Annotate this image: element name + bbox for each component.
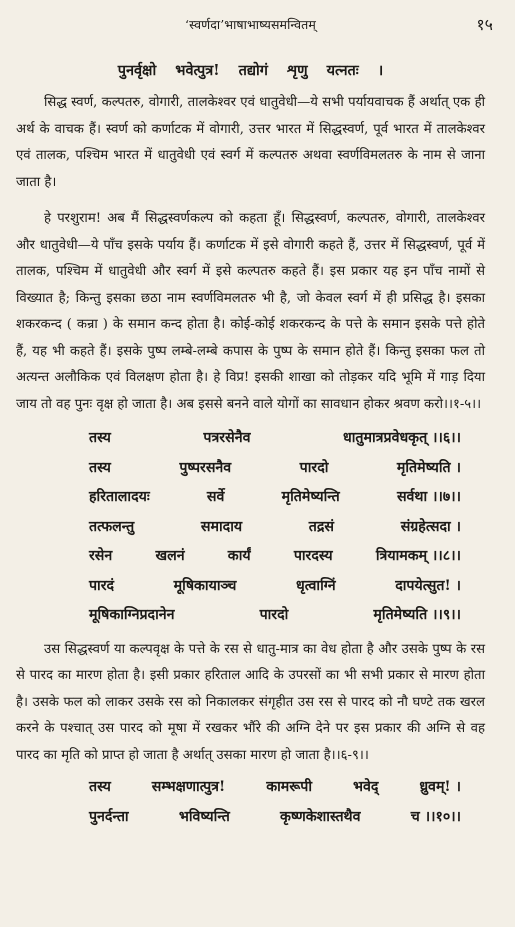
verse-word: हरितालादयः xyxy=(89,489,150,505)
verse-word: खलनं xyxy=(155,548,185,564)
verse-line xyxy=(89,601,461,631)
commentary-paragraph-1: सिद्ध स्वर्ण, कल्पतरु, वोगारी, तालकेश्वर एवं धातुवेधी—ये सभी पर्यायवाचक हैं अर्थात् एक ही अर्थ के वाचक हैं। स्वर्ण को कर्णाटक में वोगारी, उत्तर भारत में सिद्धस्वर्ण, पूर्व भारत में तालकेश्वर एवं तालक, पश्चिम भारत में धातुवेधी एवं स्वर्ग में कल्पतरु अथवा स्वर्णविमलतरु के नाम से जाना जाता है। xyxy=(16,95,485,190)
verse-line xyxy=(89,773,461,803)
verse-word: कामरूपी xyxy=(266,779,313,795)
verse-word: कार्यं xyxy=(227,548,251,564)
verse-word: संग्रहेत्सदा । xyxy=(400,518,461,535)
verse-word: पारदो xyxy=(299,459,329,476)
verse-word: मृतिमेष्यति । xyxy=(396,459,461,476)
verse-word: सर्वथा ।।७।। xyxy=(396,489,461,505)
verse-word: भविष्यन्ति xyxy=(178,808,230,825)
commentary-paragraph-2: हे परशुराम! अब मैं सिद्धस्वर्णकल्प को कहता हूँ। सिद्धस्वर्ण, कल्पतरु, वोगारी, तालकेश्वर और धातुवेधी—ये पाँच इसके पर्याय हैं। कर्णाटक में इसे वोगारी कहते हैं, उत्तर में सिद्धस्वर्ण, पूर्व में तालक, पश्चिम में धातुवेधी और स्वर्ग में इसे कल्पतरु कहते हैं। इस प्रकार यह इन पाँच नामों से विख्यात है; किन्तु इसका छठा नाम स्वर्णविमलतरु भी है, जो केवल स्वर्ग में ही प्रसिद्ध है। इसका शकरकन्द ( कन्रा ) के समान कन्द होता है। कोई-कोई शकरकन्द के पत्ते के समान इसके पत्ते होते हैं, यह भी कहते हैं। इसके पुष्प लम्बे-लम्बे कपास के पुष्प के समान होते हैं। किन्तु इसका फल तो अत्यन्त अलौकिक एवं विलक्षण होता है। हे विप्र! इसकी शाखा को तोड़कर यदि भूमि में गाड़ दिया जाय तो वह पुनः वृक्ष हो जाता है। अब इससे बनने वाले योगों का सावधान होकर श्रवण करो।।१-५।। xyxy=(16,211,485,412)
verse-word: सर्वे xyxy=(206,489,225,505)
verse-word: धृत्वाग्निं xyxy=(296,577,336,594)
verse-word: कृष्णकेशास्तथैव xyxy=(280,808,361,825)
verse-word: पुष्परसनैव xyxy=(179,459,232,476)
verse-word: पारदो xyxy=(259,607,289,623)
verse-line xyxy=(89,513,461,543)
verse-word: च ।।१०।। xyxy=(410,808,461,825)
verse-word: पारदस्य xyxy=(293,548,333,564)
verse-word: मृतिमेष्यति ।।९।। xyxy=(373,607,461,623)
verse-word: भवेद् xyxy=(352,779,379,795)
verse-word: मूषिकायाञ्च xyxy=(173,577,237,594)
verse-line xyxy=(89,483,461,513)
verse-word: पुनर्दन्ता xyxy=(89,808,129,825)
verse-line xyxy=(89,572,461,602)
verse-word: पारदं xyxy=(89,577,115,594)
running-title: ‘स्वर्णदा’भाषाभाष्यसमन्वितम् xyxy=(185,17,316,32)
page-header xyxy=(16,0,493,40)
commentary-paragraph-3: उस सिद्धस्वर्ण या कल्पवृक्ष के पत्ते के रस से धातु-मात्र का वेध होता है और उसके पुष्प के रस से पारद का मारण होता है। इसी प्रकार हरिताल आदि के उपरसों का भी सभी प्रकार से मारण होता है। उसके फल को लाकर उसके रस को निकालकर संगृहीत उस रस से पारद को नौ घण्टे तक खरल करने के पश्चात् उस पारद को मूषा में रखकर भौंरे की अग्नि देने पर इस प्रकार की अग्नि से वह पारद का मृति को प्राप्त हो जाता है अर्थात् उसका मारण हो जाता है।।६-९।। xyxy=(16,641,485,763)
verse-word: तत्फलन्तु xyxy=(89,518,135,535)
page-number: १५ xyxy=(476,15,493,34)
verse-line xyxy=(89,803,461,833)
verse-word: सम्भक्षणात्पुत्र! xyxy=(151,779,226,795)
verse-word: तस्य xyxy=(89,779,111,795)
verse-word: दापयेत्सुत! । xyxy=(395,577,461,594)
verse-word: ध्रुवम्! । xyxy=(419,779,461,795)
verse-word: समादाय xyxy=(200,518,243,535)
verse-word: मृतिमेष्यन्ति xyxy=(281,489,340,505)
verse-word: रसेन xyxy=(89,548,113,564)
verse-word: तस्य xyxy=(89,430,111,446)
verse-word: तस्य xyxy=(89,459,111,476)
verse-line xyxy=(89,424,461,454)
verse-block-6-9 xyxy=(89,424,461,631)
verse-word: तद्रसं xyxy=(308,518,334,535)
verse-word: मूषिकाग्निप्रदानेन xyxy=(89,607,175,623)
verse-word: धातुमात्रप्रवेधकृत् ।।६।। xyxy=(343,430,461,446)
verse-line xyxy=(89,542,461,572)
opening-verse: पुनर्वृक्षो भवेत्पुत्र! तद्योगं शृणु यत्नतः । xyxy=(117,62,384,79)
verse-word: पत्ररसेनैव xyxy=(203,430,251,446)
verse-line xyxy=(89,454,461,484)
verse-block-10 xyxy=(89,773,461,832)
verse-word: त्रियामकम् ।।८।। xyxy=(375,548,461,564)
